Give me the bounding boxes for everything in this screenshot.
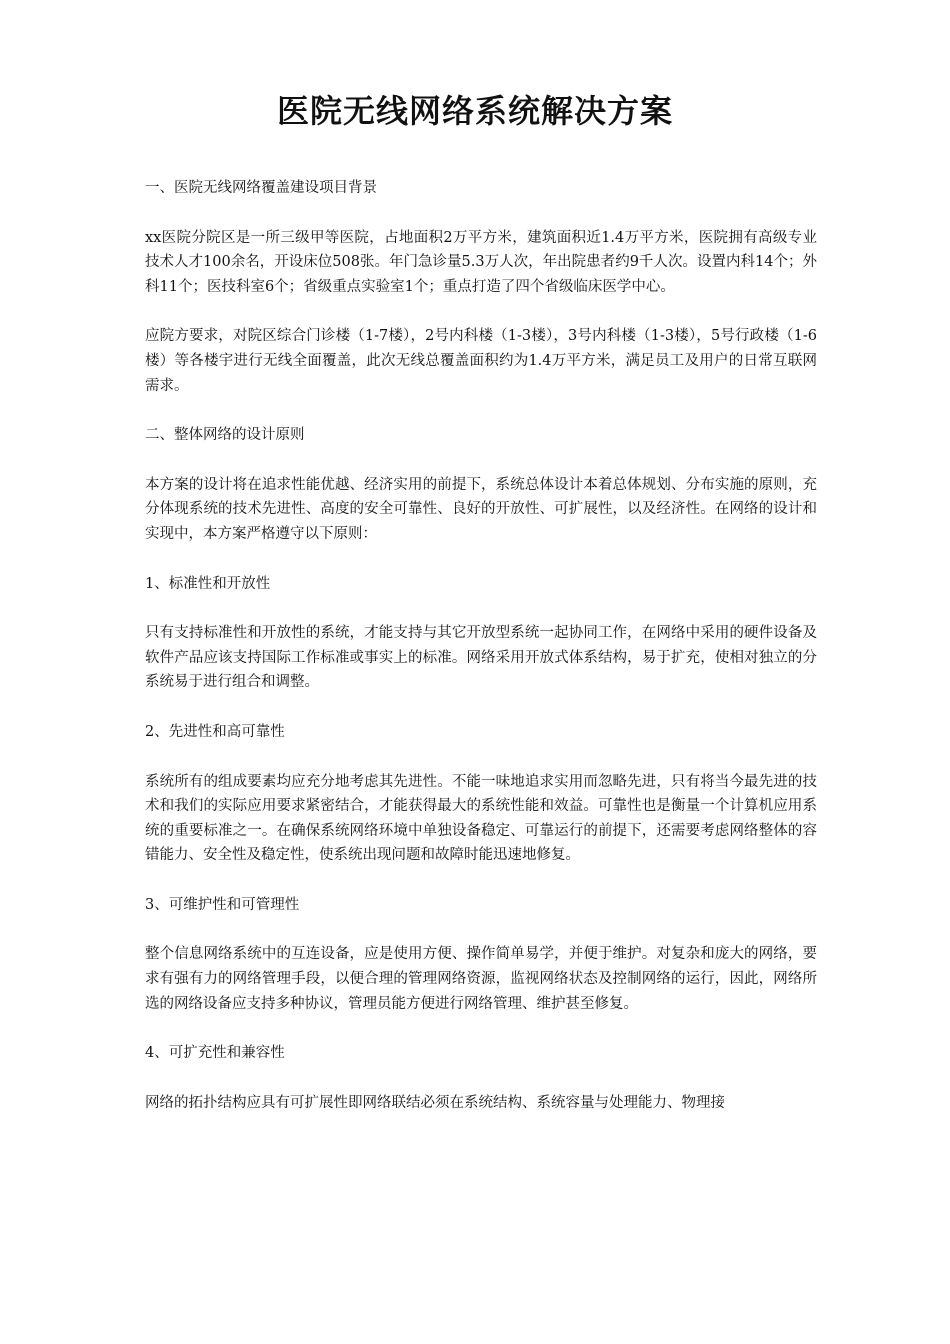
subsection-heading: 1、标准性和开放性 bbox=[145, 575, 271, 592]
document-body bbox=[145, 176, 817, 1140]
section-heading: 一、医院无线网络覆盖建设项目背景 bbox=[145, 180, 377, 196]
paragraph: 只有支持标准性和开放性的系统，才能支持与其它开放型系统一起协同工作，在网络中采用的硬件设备及软件产品应该支持国际工作标准或事实上的标准。网络采用开放式体系结构，易于扩充，使相对独立的分系统易于进行组合和调整。 bbox=[145, 625, 817, 691]
subsection-heading: 4、可扩充性和兼容性 bbox=[145, 1045, 285, 1062]
subsection-heading: 3、可维护性和可管理性 bbox=[145, 896, 300, 913]
section-heading: 二、整体网络的设计原则 bbox=[145, 427, 305, 444]
subsection-heading: 2、先进性和高可靠性 bbox=[145, 723, 285, 740]
paragraph: 本方案的设计将在追求性能优越、经济实用的前提下，系统总体设计本着总体规划、分布实施的原则，充分体现系统的技术先进性、高度的安全可靠性、良好的开放性、可扩展性，以及经济性。在网络的设计和实现中，本方案严格遵守以下原则： bbox=[145, 476, 817, 542]
paragraph: 系统所有的组成要素均应充分地考虑其先进性。不能一味地追求实用而忽略先进，只有将当今最先进的技术和我们的实际应用要求紧密结合，才能获得最大的系统性能和效益。可靠性也是衡量一个计算机应用系统的重要标准之一。在确保系统网络环境中单独设备稳定、可靠运行的前提下，还需要考虑网络整体的容错能力、安全性及稳定性，使系统出现问题和故障时能迅速地修复。 bbox=[145, 773, 817, 864]
paragraph: 整个信息网络系统中的互连设备，应是使用方便、操作简单易学，并便于维护。对复杂和庞大的网络，要求有强有力的网络管理手段，以便合理的管理网络资源，监视网络状态及控制网络的运行，因此，网络所选的网络设备应支持多种协议，管理员能方便进行网络管理、维护甚至修复。 bbox=[145, 946, 817, 1012]
paragraph: xx医院分院区是一所三级甲等医院，占地面积2万平方米，建筑面积近1.4万平方米，医院拥有高级专业技术人才100余名，开设床位508张。年门急诊量5.3万人次，年出院患者约9千人次。设置内科14个；外科11个；医技科室6个；省级重点实验室1个；重点打造了四个省级临床医学中心。 bbox=[145, 229, 817, 295]
document-title: 医院无线网络系统解决方案 bbox=[276, 92, 673, 130]
paragraph: 应院方要求，对院区综合门诊楼（1-7楼），2号内科楼（1-3楼），3号内科楼（1-3楼），5号行政楼（1-6楼）等各楼宇进行无线全面覆盖，此次无线总覆盖面积约为1.4万平方米，满足员工及用户的日常互联网需求。 bbox=[145, 328, 817, 394]
paragraph: 网络的拓扑结构应具有可扩展性即网络联结必须在系统结构、系统容量与处理能力、物理接 bbox=[145, 1094, 725, 1111]
